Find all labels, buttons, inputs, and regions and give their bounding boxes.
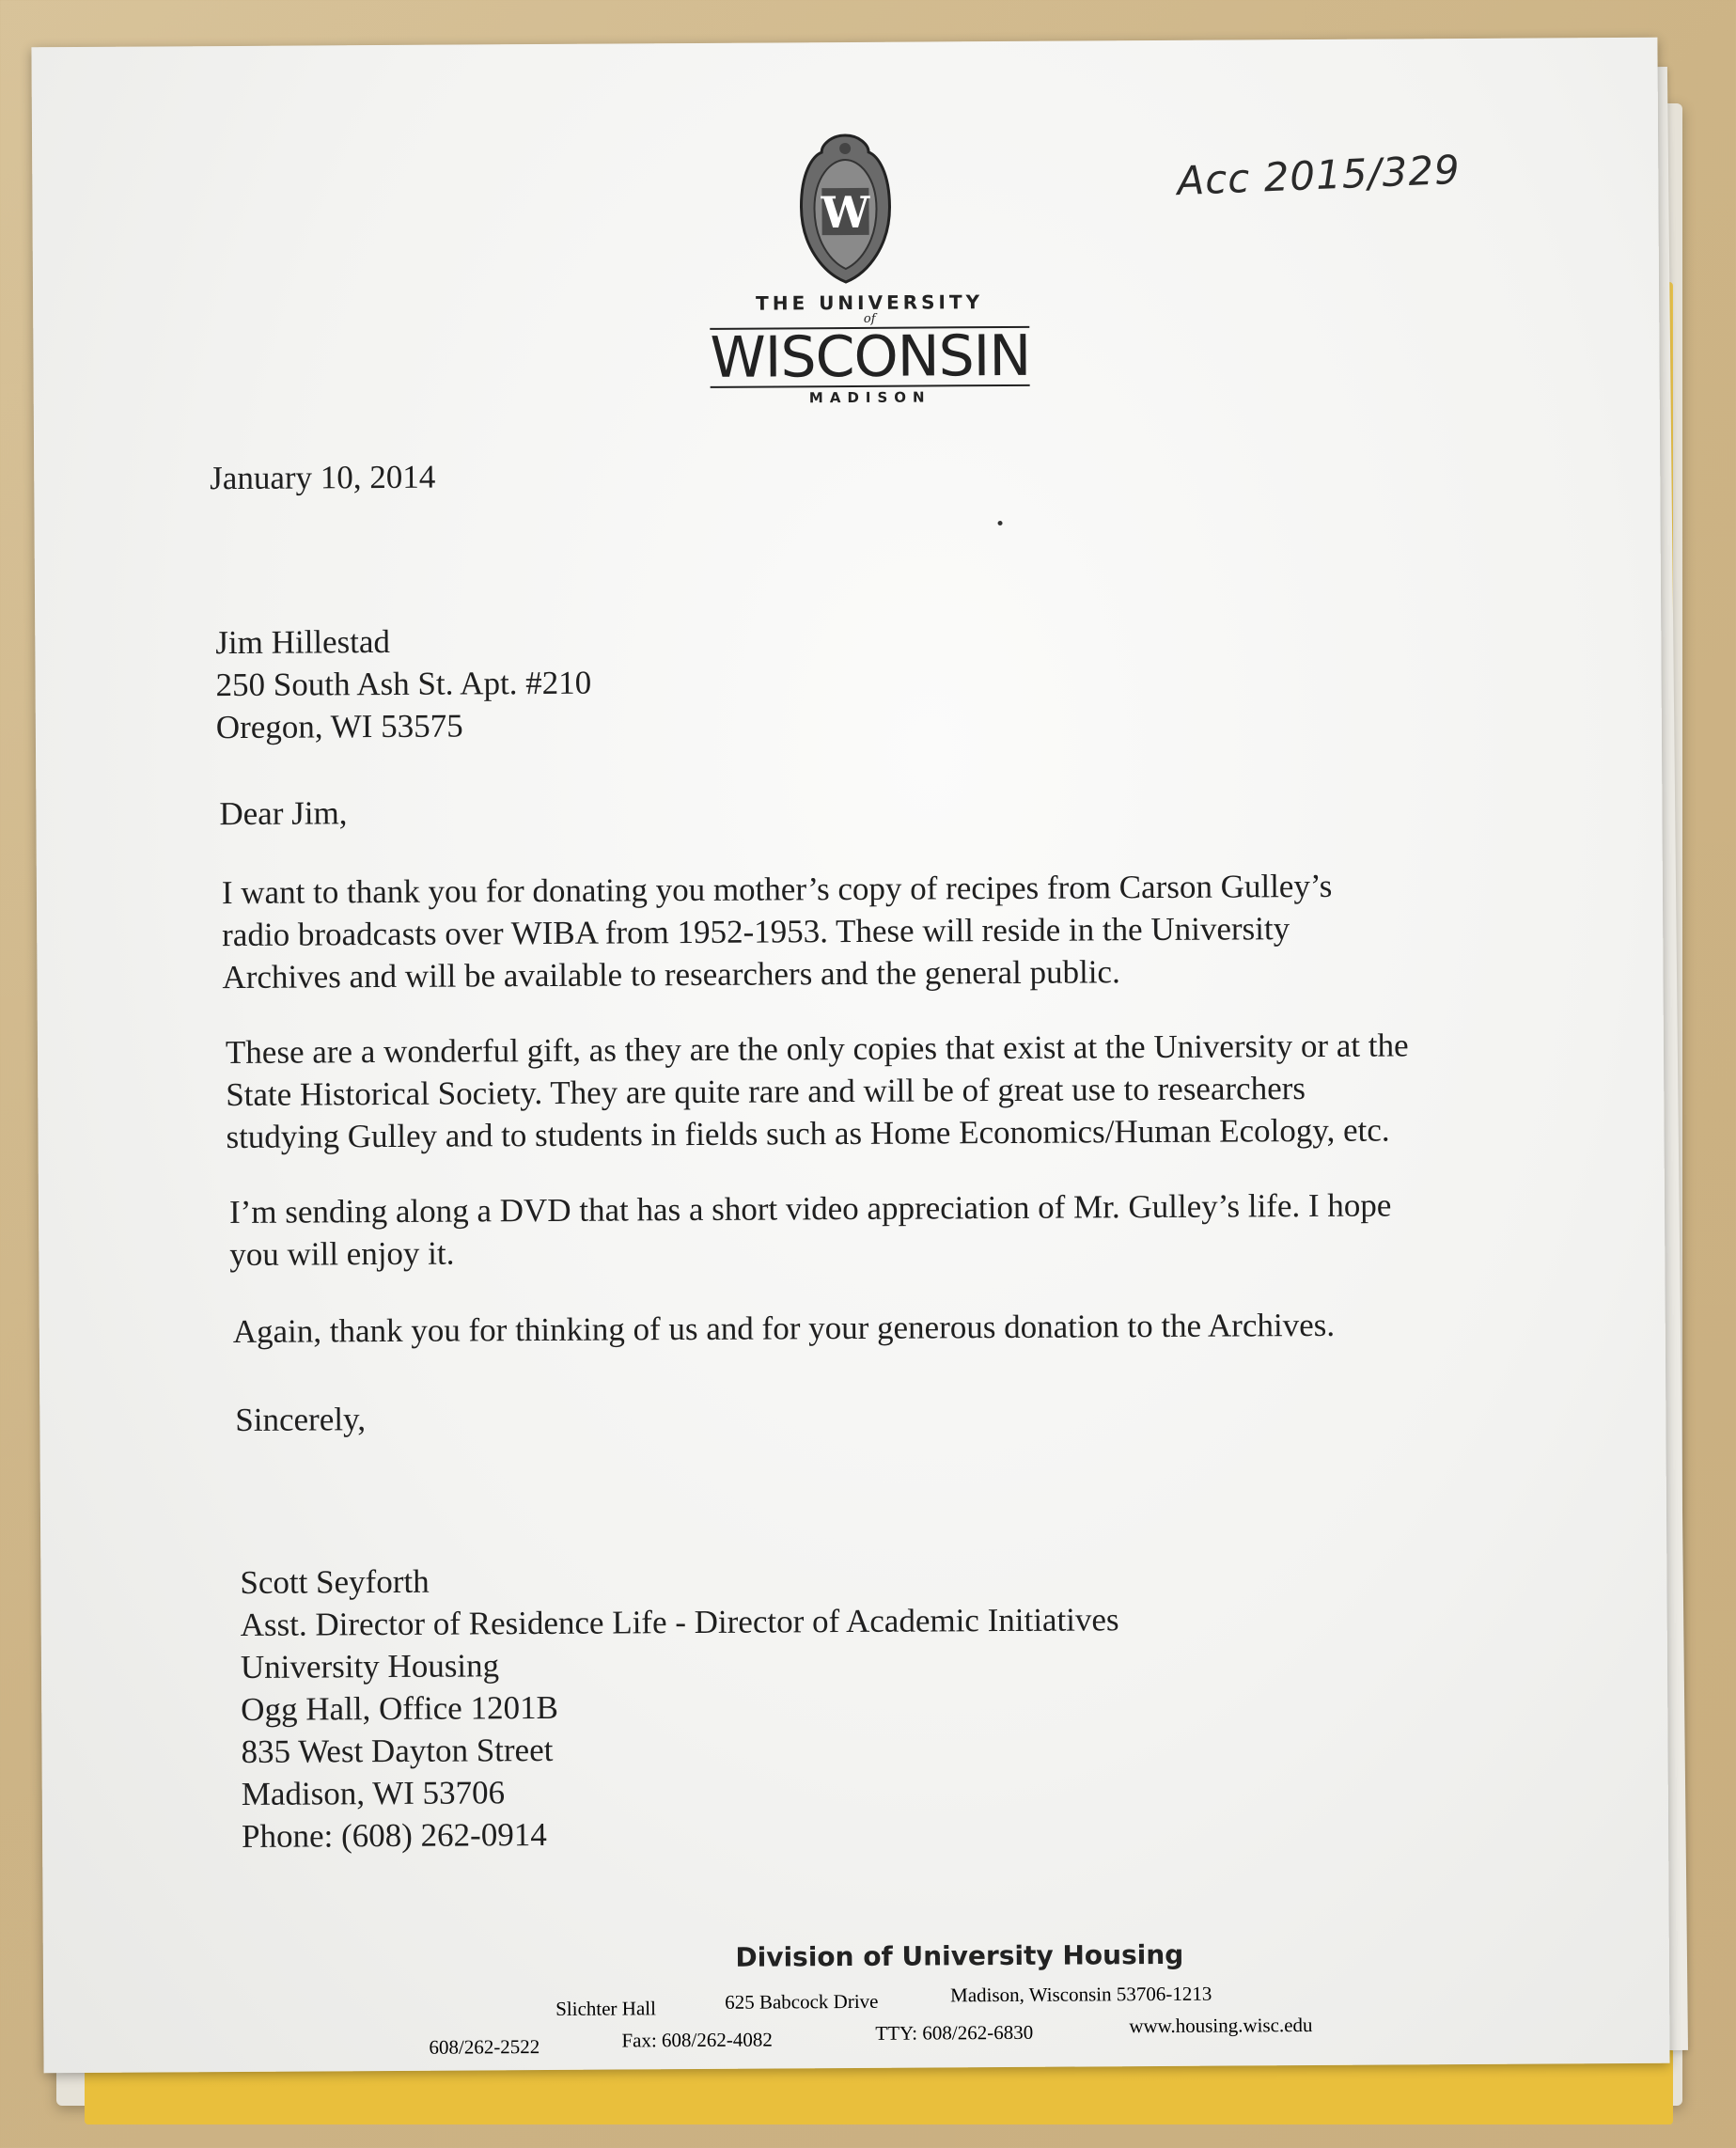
recipient-street: 250 South Ash St. Apt. #210	[215, 664, 592, 704]
body-line: I want to thank you for donating you mother’s copy of recipes from Carson Gulley’s	[221, 867, 1333, 912]
footer-fax: Fax: 608/262-4082	[621, 2028, 773, 2052]
salutation: Dear Jim,	[219, 794, 348, 833]
stray-mark	[998, 521, 1003, 525]
footer-tty: TTY: 608/262-6830	[875, 2020, 1034, 2045]
body-paragraph-4	[233, 1304, 1336, 1353]
footer-phone: 608/262-2522	[429, 2035, 540, 2059]
footer-website: www.housing.wisc.edu	[1129, 2014, 1313, 2038]
footer-address: 625 Babcock Drive	[725, 1989, 879, 2014]
signer-department: University Housing	[240, 1647, 500, 1685]
body-line: These are a wonderful gift, as they are the only copies that exist at the University or at the	[225, 1027, 1409, 1072]
footer-title: Division of University Housing	[735, 1938, 1184, 1973]
university-crest-icon	[793, 132, 898, 288]
wordmark-main: WISCONSIN	[710, 322, 1031, 391]
letter-date: January 10, 2014	[210, 458, 436, 497]
recipient-name: Jim Hillestad	[215, 622, 391, 662]
body-paragraph-3	[229, 1184, 1392, 1276]
recipient-city: Oregon, WI 53575	[215, 707, 463, 746]
letter-page	[31, 38, 1669, 2074]
body-paragraph-2	[226, 1024, 1409, 1158]
body-line: State Historical Society. They are quite rare and will be of great use to researchers	[226, 1070, 1306, 1114]
signer-title: Asst. Director of Residence Life - Director of Academic Initiatives	[240, 1601, 1119, 1643]
accession-annotation: Acc 2015/329	[1176, 146, 1462, 205]
body-line: I’m sending along a DVD that has a short video appreciation of Mr. Gulley’s life. I hope	[228, 1186, 1392, 1231]
signer-name: Scott Seyforth	[240, 1562, 430, 1601]
signature-block	[240, 1556, 1120, 1858]
body-line: you will enjoy it.	[229, 1234, 455, 1274]
recipient-address	[215, 619, 591, 748]
university-wordmark	[710, 290, 1030, 407]
wordmark-of: of	[863, 311, 876, 326]
wordmark-bottom: MADISON	[808, 388, 931, 407]
closing: Sincerely,	[235, 1401, 367, 1439]
body-line: Again, thank you for thinking of us and for your generous donation to the Archives.	[232, 1306, 1336, 1351]
body-line: studying Gulley and to students in fields such as Home Economics/Human Ecology, etc.	[226, 1111, 1390, 1156]
signer-office: Ogg Hall, Office 1201B	[241, 1688, 558, 1728]
body-paragraph-1	[222, 865, 1333, 998]
signer-city: Madison, WI 53706	[241, 1774, 506, 1812]
footer-city: Madison, Wisconsin 53706-1213	[950, 1982, 1212, 2007]
body-line: Archives and will be available to researchers and the general public.	[222, 953, 1120, 996]
body-line: radio broadcasts over WIBA from 1952-1953. These will reside in the University	[222, 910, 1290, 954]
wordmark-top: THE UNIVERSITY	[756, 290, 984, 315]
footer-hall: Slichter Hall	[555, 1997, 656, 2020]
signer-phone: Phone: (608) 262-0914	[241, 1815, 547, 1855]
signer-street: 835 West Dayton Street	[241, 1731, 554, 1770]
crest-letter: W	[821, 186, 870, 239]
